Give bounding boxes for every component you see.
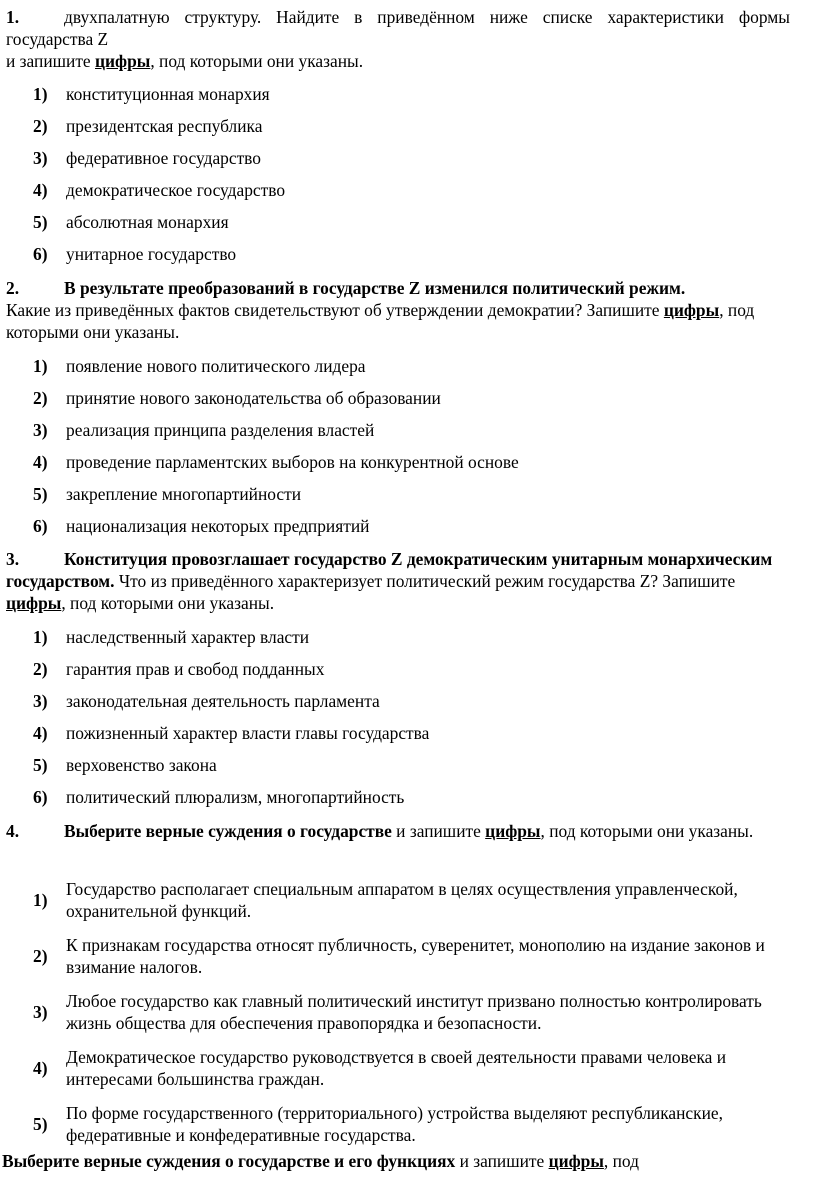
question-5-heading: Выберите верные суждения о государстве и его функциях xyxy=(2,1151,456,1171)
keyword-digits: цифры xyxy=(6,593,62,613)
option-item xyxy=(33,749,790,781)
option-item xyxy=(33,928,804,984)
option-item xyxy=(33,110,790,142)
option-item xyxy=(33,206,790,238)
option-number: 5) xyxy=(33,1113,48,1134)
option-number: 4) xyxy=(33,179,48,200)
option-text: национализация некоторых предприятий xyxy=(66,515,370,536)
question-2-options xyxy=(33,350,790,542)
keyword-digits: цифры xyxy=(485,821,541,841)
keyword-digits: цифры xyxy=(663,300,720,320)
option-text: К признакам государства относят публичность, суверенитет, монополию на издание законов и взимание налогов. xyxy=(66,935,765,977)
option-number: 5) xyxy=(33,211,48,232)
option-text: наследственный характер власти xyxy=(66,626,310,647)
option-number: 3) xyxy=(33,690,48,711)
question-1-text xyxy=(6,6,790,72)
question-3-heading: Конституция провозглашает государство Z демократическим унитарным монархическим государством. xyxy=(6,549,773,591)
question-3-text xyxy=(6,548,790,614)
option-item xyxy=(33,238,790,270)
option-item xyxy=(33,717,790,749)
option-text: верховенство закона xyxy=(66,754,217,775)
option-number: 6) xyxy=(33,515,48,536)
option-text: Демократическое государство руководствуется в своей деятельности правами человека и интересами большинства граждан. xyxy=(66,1047,727,1089)
option-text: реализация принципа разделения властей xyxy=(66,419,375,440)
option-text: президентская республика xyxy=(66,115,263,136)
question-5-text xyxy=(2,1150,796,1172)
option-number: 6) xyxy=(33,243,48,264)
option-item xyxy=(33,478,790,510)
option-item xyxy=(33,78,790,110)
question-1-options xyxy=(33,78,790,270)
question-2-heading: В результате преобразований в государстве Z изменился политический режим. xyxy=(64,278,686,298)
option-item xyxy=(33,174,790,206)
question-2-text xyxy=(6,277,790,343)
question-2-body: Какие из приведённых фактов свидетельствуют об утверждении демократии? Запишите xyxy=(6,300,664,320)
question-4-body: и запишите xyxy=(391,821,486,841)
question-4-options xyxy=(33,872,804,1152)
option-text: По форме государственного (территориального) устройства выделяют республиканские, федеративные и конфедеративные государства. xyxy=(66,1103,723,1145)
question-5-body: и запишите xyxy=(455,1151,549,1171)
option-number: 2) xyxy=(33,658,48,679)
option-item xyxy=(33,1096,804,1152)
option-number: 3) xyxy=(33,419,48,440)
option-number: 1) xyxy=(33,626,48,647)
option-text: унитарное государство xyxy=(66,243,237,264)
question-4-text xyxy=(6,820,790,842)
question-3-body: Что из приведённого характеризует политический режим государства Z? Запишите xyxy=(114,571,736,591)
option-number: 2) xyxy=(33,945,48,966)
option-item xyxy=(33,653,790,685)
option-item xyxy=(33,685,790,717)
option-item xyxy=(33,446,790,478)
option-number: 5) xyxy=(33,754,48,775)
option-number: 1) xyxy=(33,83,48,104)
option-text: появление нового политического лидера xyxy=(66,355,366,376)
option-number: 2) xyxy=(33,387,48,408)
option-item xyxy=(33,350,790,382)
option-number: 3) xyxy=(33,1001,48,1022)
option-text: абсолютная монархия xyxy=(66,211,229,232)
option-number: 4) xyxy=(33,722,48,743)
option-text: демократическое государство xyxy=(66,179,286,200)
option-item xyxy=(33,382,790,414)
option-item xyxy=(33,1040,804,1096)
option-text: федеративное государство xyxy=(66,147,261,168)
question-1-instruction-end: , под которыми они указаны. xyxy=(150,51,364,71)
question-1-instruction: и запишите xyxy=(6,51,95,71)
option-number: 5) xyxy=(33,483,48,504)
option-text: проведение парламентских выборов на конкурентной основе xyxy=(66,451,519,472)
option-text: политический плюрализм, многопартийность xyxy=(66,786,405,807)
question-1-body: двухпалатную структуру. Найдите в приведённом ниже списке характеристики формы государства Z xyxy=(6,7,790,49)
question-3-number: 3. xyxy=(6,549,20,569)
keyword-digits: цифры xyxy=(548,1151,604,1171)
question-4-body-end: , под которыми они указаны. xyxy=(540,821,754,841)
option-text: Любое государство как главный политический институт призвано полностью контролировать жизнь общества для обеспечения правопорядка и безопасности. xyxy=(66,991,762,1033)
option-number: 1) xyxy=(33,889,48,910)
question-2-body-end: , под которыми они указаны. xyxy=(6,300,755,342)
option-item xyxy=(33,781,790,813)
option-number: 4) xyxy=(33,1057,48,1078)
keyword-digits: цифры xyxy=(95,51,151,71)
option-number: 2) xyxy=(33,115,48,136)
option-text: принятие нового законодательства об образовании xyxy=(66,387,441,408)
option-number: 4) xyxy=(33,451,48,472)
option-text: конституционная монархия xyxy=(66,83,270,104)
question-1-number: 1. xyxy=(6,7,20,27)
option-item xyxy=(33,510,790,542)
option-text: Государство располагает специальным аппаратом в целях осуществления управленческой, охранительной функций. xyxy=(66,879,738,921)
question-3-options xyxy=(33,621,790,813)
option-item xyxy=(33,872,804,928)
option-text: закрепление многопартийности xyxy=(66,483,302,504)
option-number: 3) xyxy=(33,147,48,168)
option-item xyxy=(33,414,790,446)
question-4-number: 4. xyxy=(6,821,20,841)
option-number: 6) xyxy=(33,786,48,807)
option-item xyxy=(33,984,804,1040)
question-3-body-end: , под которыми они указаны. xyxy=(61,593,275,613)
option-number: 1) xyxy=(33,355,48,376)
question-2-number: 2. xyxy=(6,278,20,298)
question-5-body-end: , под xyxy=(603,1151,639,1171)
option-text: гарантия прав и свобод подданных xyxy=(66,658,325,679)
question-4-heading: Выберите верные суждения о государстве xyxy=(64,821,392,841)
option-item xyxy=(33,142,790,174)
option-text: пожизненный характер власти главы государства xyxy=(66,722,430,743)
option-item xyxy=(33,621,790,653)
option-text: законодательная деятельность парламента xyxy=(66,690,380,711)
